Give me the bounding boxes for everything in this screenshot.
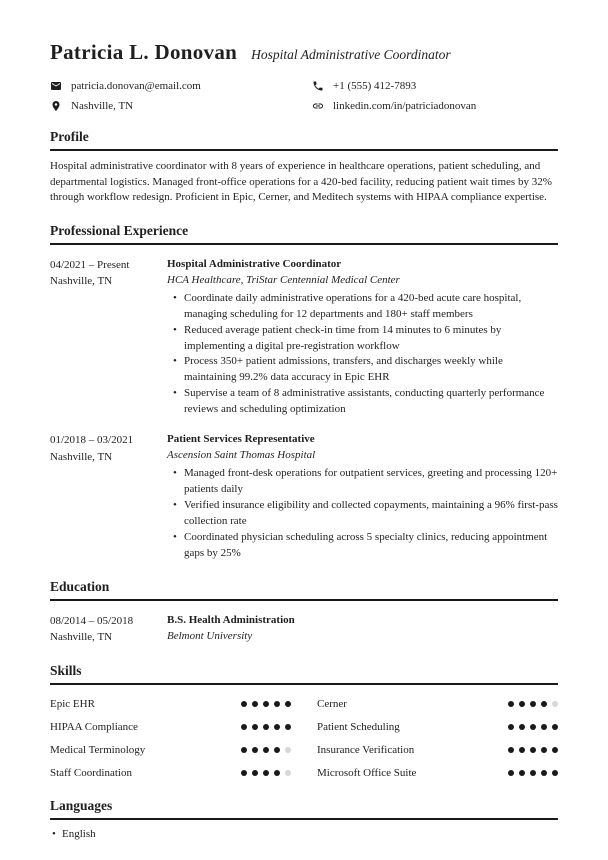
skills-grid [50,697,558,781]
entry-bullets [167,291,558,419]
rating-dot-filled [241,747,247,753]
rating-dot-filled [274,770,280,776]
rating-dot-filled [285,724,291,730]
entry [50,432,558,562]
rating-dot-empty [285,747,291,753]
rating-dot-filled [285,701,291,707]
person-name: Patricia L. Donovan [50,40,238,64]
experience-entries [50,257,558,562]
rating-dot-filled [530,701,536,707]
skill-rating [508,724,558,730]
skill-rating [508,747,558,753]
rating-dot-filled [263,770,269,776]
bullet-item: • Reduced average patient check-in time from 14 minutes to 6 minutes by implementing a digital pre-registration workflow [184,323,558,355]
bullet-item: • Process 350+ patient admissions, transfers, and discharges weekly while maintaining 99.2% data accuracy in Epic EHR [184,354,558,386]
language-item: • English [62,828,558,840]
skill-item [317,720,558,735]
person-title: Hospital Administrative Coordinator [251,47,451,62]
skill-label: Cerner [317,698,347,711]
rating-dot-filled [274,701,280,707]
contact-text: +1 (555) 412-7893 [333,80,417,92]
rating-dot-filled [519,701,525,707]
rating-dot-filled [241,701,247,707]
skill-label: HIPAA Compliance [50,721,138,734]
entry-title: B.S. Health Administration [167,613,295,626]
skill-item [50,743,291,758]
entry-meta [50,257,167,418]
skill-rating [241,770,291,776]
rating-dot-filled [252,701,258,707]
rating-dot-filled [263,747,269,753]
section-education [50,579,558,646]
skills-column [50,697,291,781]
contact-item [50,80,312,92]
profile-summary: Hospital administrative coordinator with 8 years of experience in healthcare operations, patient scheduling, and departmental logistics. Managed front-office operations for a 420-bed facility, reducing patient wait times by 32% through workflow redesign. Proficient in Epic, Cerner, and Meditech systems with HIPAA compliance expertise. [50,160,552,204]
entry-detail [167,613,558,646]
bullet-item: • Managed front-desk operations for outpatient services, greeting and processing 120+ patients daily [184,466,558,498]
section-languages [50,798,558,840]
entry-company: Ascension Saint Thomas Hospital [167,449,316,462]
contact-text: patricia.donovan@email.com [71,80,201,92]
skill-label: Medical Terminology [50,744,146,757]
rating-dot-filled [552,747,558,753]
entry-dates: 01/2018 – 03/2021 [50,434,134,447]
entry-location: Nashville, TN [50,275,113,288]
link-icon [312,100,324,112]
contact-item [312,100,558,112]
rating-dot-filled [252,724,258,730]
rating-dot-filled [530,747,536,753]
entry [50,257,558,418]
entry-title: Patient Services Representative [167,433,315,446]
experience-heading: Professional Experience [50,223,558,245]
entry-meta [50,432,167,562]
rating-dot-empty [285,770,291,776]
entry-company: HCA Healthcare, TriStar Centennial Medical Center [167,273,400,286]
location-icon [50,100,62,112]
entry-detail [167,432,558,562]
entry-company: Belmont University [167,629,253,642]
rating-dot-filled [274,724,280,730]
rating-dot-filled [508,770,514,776]
section-experience [50,223,558,562]
education-heading: Education [50,579,558,601]
phone-icon [312,80,324,92]
rating-dot-filled [263,724,269,730]
entry-detail [167,257,558,418]
entry-title: Hospital Administrative Coordinator [167,257,342,270]
skill-rating [241,724,291,730]
bullet-item: • Coordinate daily administrative operations for a 420-bed acute care hospital, managing scheduling for 12 departments and 180+ staff members [184,291,558,323]
skill-item [50,697,291,712]
skill-item [50,720,291,735]
contact-text: linkedin.com/in/patriciadonovan [333,100,477,112]
entry-location: Nashville, TN [50,631,113,644]
skill-rating [508,770,558,776]
rating-dot-filled [252,770,258,776]
rating-dot-filled [530,724,536,730]
skill-item [317,766,558,781]
email-icon [50,80,62,92]
skill-item [317,743,558,758]
rating-dot-filled [508,724,514,730]
rating-dot-filled [541,701,547,707]
bullet-item: • Verified insurance eligibility and collected copayments, maintaining a 96% first-pass collection rate [184,498,558,530]
rating-dot-filled [252,747,258,753]
skill-label: Patient Scheduling [317,721,400,734]
entry-meta [50,613,167,646]
entry-location: Nashville, TN [50,450,113,463]
profile-heading: Profile [50,129,558,151]
languages-heading: Languages [50,798,558,820]
skill-label: Epic EHR [50,698,95,711]
skill-rating [508,701,558,707]
entry-dates: 08/2014 – 05/2018 [50,614,134,627]
rating-dot-empty [552,701,558,707]
languages-list [50,828,558,840]
bullet-item: • Supervise a team of 8 administrative assistants, conducting quarterly performance reviews and scheduling optimization [184,386,558,418]
entry-bullets [167,466,558,562]
rating-dot-filled [552,770,558,776]
rating-dot-filled [541,747,547,753]
rating-dot-filled [241,724,247,730]
rating-dot-filled [519,724,525,730]
rating-dot-filled [241,770,247,776]
skill-label: Insurance Verification [317,744,415,757]
skills-heading: Skills [50,663,558,685]
rating-dot-filled [541,724,547,730]
contact-grid [50,80,558,112]
skill-label: Staff Coordination [50,767,132,780]
rating-dot-filled [541,770,547,776]
education-entries [50,613,558,646]
rating-dot-filled [530,770,536,776]
rating-dot-filled [519,770,525,776]
skill-item [317,697,558,712]
entry-dates: 04/2021 – Present [50,258,130,271]
entry [50,613,558,646]
resume-header [50,40,558,65]
section-skills [50,663,558,781]
skill-item [50,766,291,781]
rating-dot-filled [519,747,525,753]
contact-text: Nashville, TN [71,100,134,112]
rating-dot-filled [274,747,280,753]
section-profile [50,129,558,206]
contact-item [50,100,312,112]
rating-dot-filled [508,701,514,707]
rating-dot-filled [263,701,269,707]
bullet-item: • Coordinated physician scheduling across 5 specialty clinics, reducing appointment gaps by 25% [184,530,558,562]
rating-dot-filled [508,747,514,753]
contact-item [312,80,558,92]
rating-dot-filled [552,724,558,730]
skill-label: Microsoft Office Suite [317,767,417,780]
skills-column [317,697,558,781]
skill-rating [241,747,291,753]
skill-rating [241,701,291,707]
